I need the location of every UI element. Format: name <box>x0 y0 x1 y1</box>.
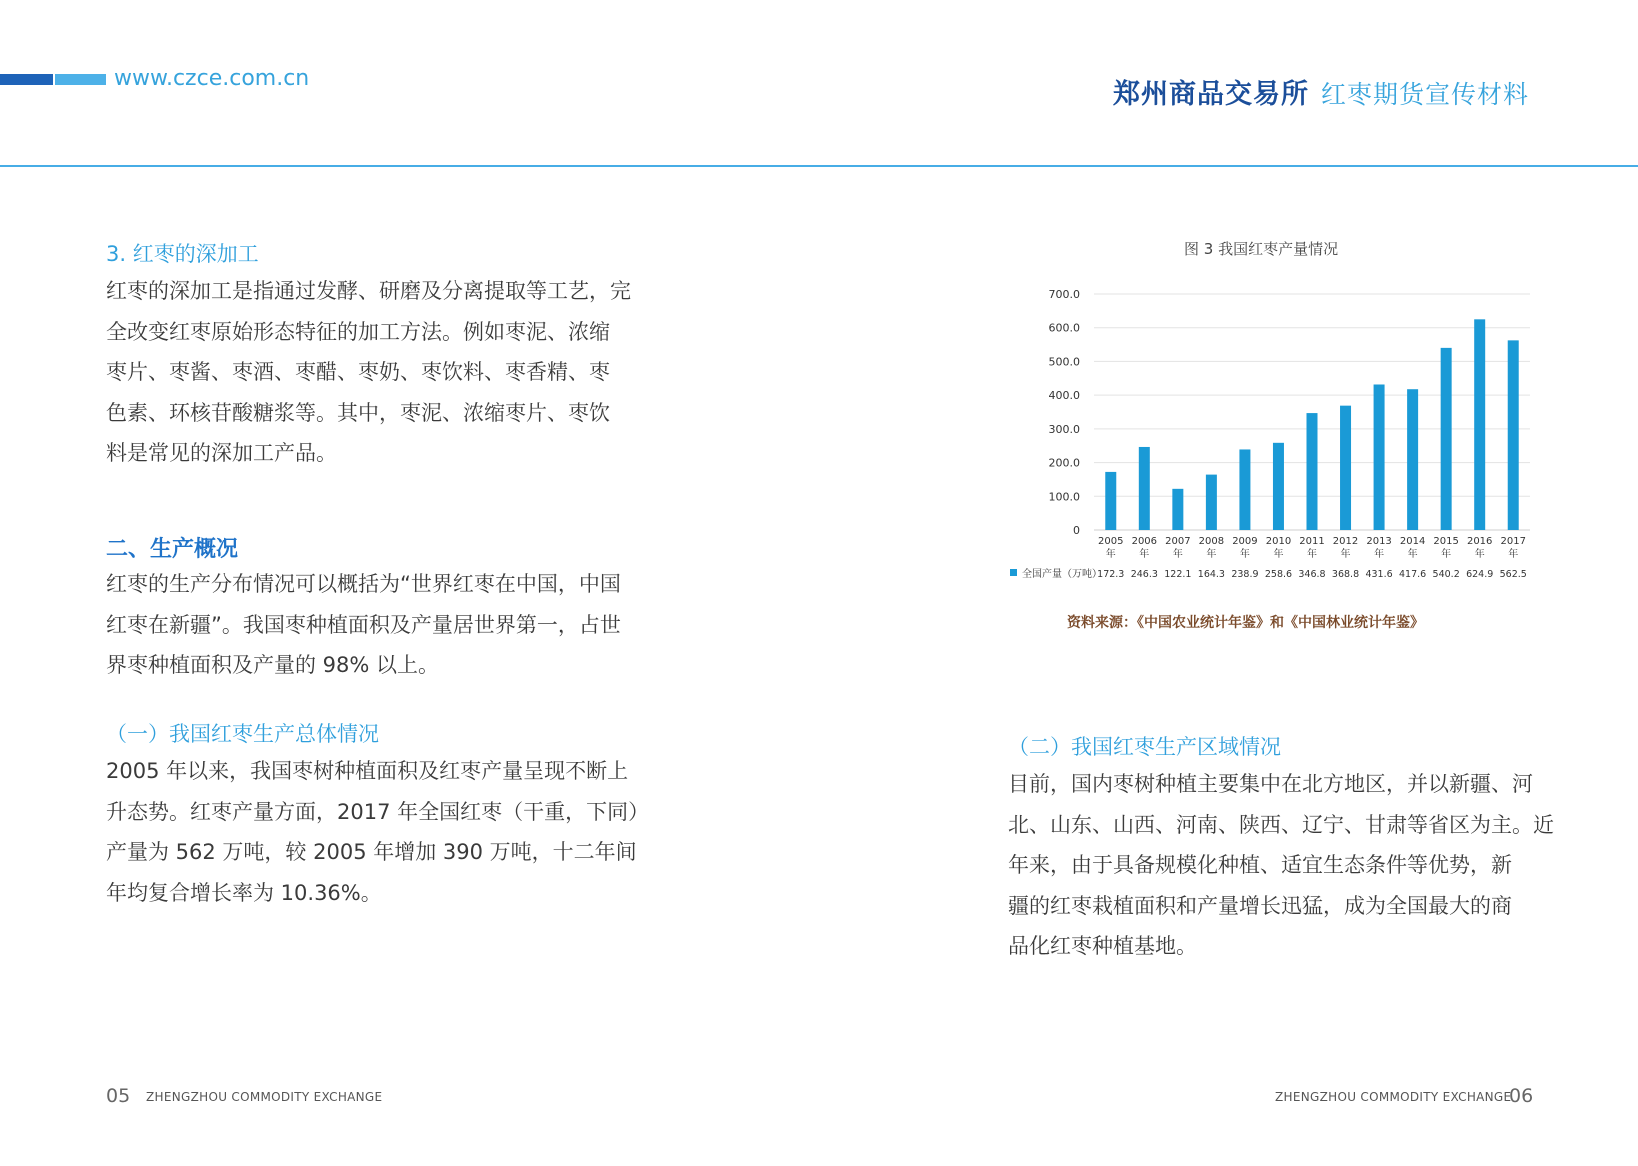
data-table-value: 431.6 <box>1365 569 1393 580</box>
bar <box>1441 348 1452 530</box>
header-accent-bar-dark <box>0 74 53 85</box>
left-page-number: 05 <box>106 1085 131 1107</box>
y-tick-label: 500.0 <box>1048 355 1080 369</box>
x-tick-label-year: 2013 <box>1366 536 1392 547</box>
x-tick-label-unit: 年 <box>1474 549 1485 560</box>
data-table-value: 624.9 <box>1466 569 1494 580</box>
paragraph-line: 界枣种植面积及产量的 98% 以上。 <box>106 653 440 677</box>
bar <box>1407 389 1418 530</box>
x-tick-label-unit: 年 <box>1273 549 1284 560</box>
x-tick-label-unit: 年 <box>1407 549 1418 560</box>
figure-caption: 图 3 我国红枣产量情况 <box>1184 240 1339 258</box>
subsection2-paragraph <box>1008 764 1554 967</box>
bar <box>1273 443 1284 530</box>
data-table-value: 417.6 <box>1399 569 1427 580</box>
y-tick-label: 600.0 <box>1048 321 1080 335</box>
right-page-number: 06 <box>1509 1085 1534 1107</box>
x-tick-label-year: 2016 <box>1466 536 1493 547</box>
paragraph-line: 2005 年以来，我国枣树种植面积及红枣产量呈现不断上 <box>106 759 629 783</box>
right-footer-text: ZHENGZHOU COMMODITY EXCHANGE <box>1275 1090 1512 1104</box>
paragraph-line: 色素、环核苷酸糖浆等。其中，枣泥、浓缩枣片、枣饮 <box>106 400 610 425</box>
x-tick-label-year: 2008 <box>1198 536 1225 547</box>
x-tick-label-year: 2010 <box>1265 536 1292 547</box>
bar <box>1206 475 1217 530</box>
y-tick-label: 400.0 <box>1048 389 1080 403</box>
paragraph-line: 目前，国内枣树种植主要集中在北方地区，并以新疆、河 <box>1008 772 1533 796</box>
x-tick-label-year: 2012 <box>1332 536 1359 547</box>
x-tick-label-unit: 年 <box>1239 549 1250 560</box>
data-table-value: 258.6 <box>1264 569 1293 580</box>
y-tick-label: 200.0 <box>1048 456 1080 470</box>
y-tick-label: 100.0 <box>1048 490 1080 504</box>
x-tick-label-unit: 年 <box>1340 549 1351 560</box>
subsection1-title: （一）我国红枣生产总体情况 <box>106 722 379 746</box>
bar <box>1172 489 1183 530</box>
bar <box>1307 413 1318 530</box>
paragraph-line: 枣片、枣酱、枣酒、枣醋、枣奶、枣饮料、枣香精、枣 <box>106 360 610 384</box>
paragraph-line: 疆的红枣栽植面积和产量增长迅猛，成为全国最大的商 <box>1008 893 1512 918</box>
paragraph-line: 年来，由于具备规模化种植、适宜生态条件等优势，新 <box>1008 853 1512 877</box>
data-table-value: 368.8 <box>1331 569 1360 580</box>
data-table-value: 164.3 <box>1197 569 1225 580</box>
paragraph-line: 全改变红枣原始形态特征的加工方法。例如枣泥、浓缩 <box>106 319 610 344</box>
paragraph-line: 产量为 562 万吨，较 2005 年增加 390 万吨，十二年间 <box>106 840 637 864</box>
x-tick-label-year: 2017 <box>1500 536 1526 547</box>
paragraph-line: 红枣的深加工是指通过发酵、研磨及分离提取等工艺，完 <box>106 279 631 303</box>
y-tick-label: 0 <box>1073 524 1080 537</box>
x-tick-label-year: 2006 <box>1131 536 1158 547</box>
subsection2-title: （二）我国红枣生产区域情况 <box>1008 735 1281 759</box>
bar <box>1474 319 1485 530</box>
y-tick-label: 700.0 <box>1048 288 1080 301</box>
left-footer-text: ZHENGZHOU COMMODITY EXCHANGE <box>146 1090 383 1104</box>
x-tick-label-year: 2009 <box>1232 536 1258 547</box>
bar <box>1105 472 1116 530</box>
x-tick-label-unit: 年 <box>1172 549 1183 560</box>
subsection1-paragraph <box>106 751 649 913</box>
source-note: 资料来源：《中国农业统计年鉴》和《中国林业统计年鉴》 <box>1067 615 1424 631</box>
section2-paragraph <box>106 564 621 686</box>
x-tick-label-year: 2015 <box>1433 536 1459 547</box>
paragraph-line: 年均复合增长率为 10.36%。 <box>106 880 382 905</box>
bar <box>1239 449 1250 530</box>
data-table-value: 122.1 <box>1164 569 1192 580</box>
x-tick-label-unit: 年 <box>1374 549 1385 560</box>
section3-paragraph <box>106 271 631 474</box>
bar <box>1340 406 1351 530</box>
section3-title: 3. 红枣的深加工 <box>106 242 259 266</box>
header-accent-bar-light <box>55 74 106 85</box>
org-name: 郑州商品交易所 <box>1113 79 1309 110</box>
x-tick-label-year: 2011 <box>1299 536 1325 547</box>
x-tick-label-year: 2005 <box>1098 536 1124 547</box>
data-table-value: 540.2 <box>1432 569 1460 580</box>
site-url[interactable]: www.czce.com.cn <box>114 66 310 91</box>
x-tick-label-unit: 年 <box>1105 549 1116 560</box>
paragraph-line: 品化红枣种植基地。 <box>1008 934 1197 958</box>
paragraph-line: 红枣的生产分布情况可以概括为“世界红枣在中国，中国 <box>106 572 621 596</box>
data-table-value: 172.3 <box>1097 569 1125 580</box>
paragraph-line: 料是常见的深加工产品。 <box>106 441 337 465</box>
legend-label: 全国产量（万吨） <box>1022 569 1102 580</box>
section2-title: 二、生产概况 <box>106 537 239 562</box>
bar <box>1508 340 1519 530</box>
data-table-value: 346.8 <box>1298 569 1326 580</box>
doc-title: 红枣期货宣传材料 <box>1321 80 1530 109</box>
bar <box>1374 384 1385 530</box>
brand-title <box>1113 72 1529 111</box>
x-tick-label-unit: 年 <box>1508 549 1519 560</box>
header-divider <box>0 165 1638 167</box>
x-tick-label-unit: 年 <box>1441 549 1452 560</box>
x-tick-label-unit: 年 <box>1307 549 1317 560</box>
x-tick-label-unit: 年 <box>1139 549 1150 560</box>
x-tick-label-year: 2007 <box>1165 536 1191 547</box>
data-table-value: 238.9 <box>1231 569 1259 580</box>
paragraph-line: 红枣在新疆”。我国枣种植面积及产量居世界第一，占世 <box>106 612 621 637</box>
legend-swatch <box>1010 569 1017 576</box>
x-tick-label-unit: 年 <box>1206 549 1217 560</box>
data-table-value: 246.3 <box>1130 569 1158 580</box>
x-tick-label-year: 2014 <box>1399 536 1426 547</box>
y-tick-label: 300.0 <box>1048 422 1080 436</box>
paragraph-line: 升态势。红枣产量方面，2017 年全国红枣（干重，下同） <box>106 799 650 824</box>
paragraph-line: 北、山东、山西、河南、陕西、辽宁、甘肃等省区为主。近 <box>1008 812 1554 837</box>
data-table-value: 562.5 <box>1499 569 1527 580</box>
production-bar-chart <box>1000 280 1540 590</box>
bar <box>1139 447 1150 530</box>
